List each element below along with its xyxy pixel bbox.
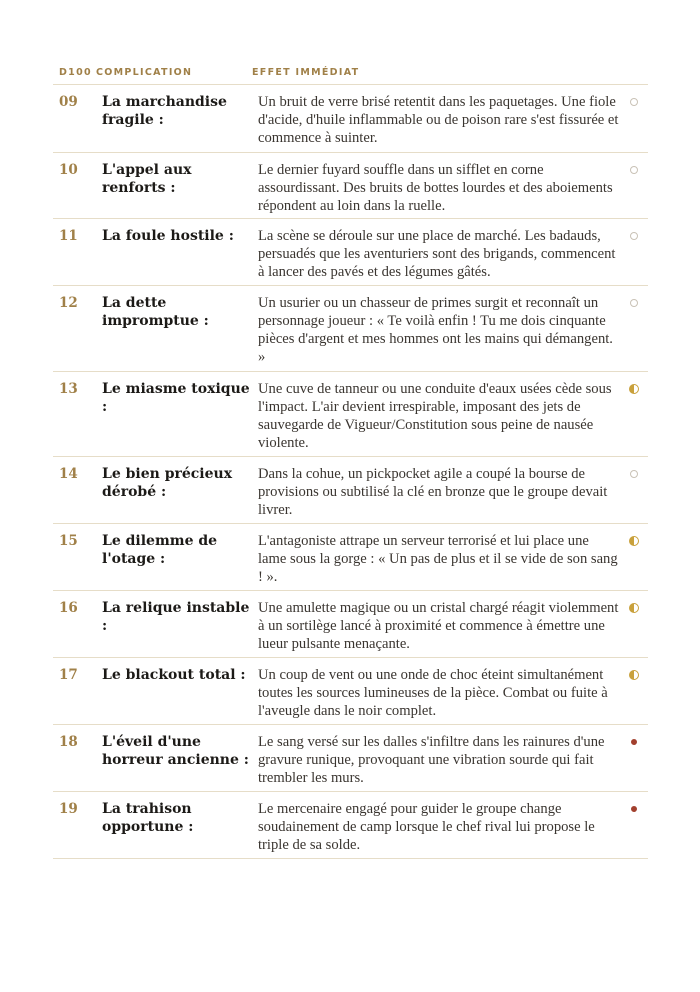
- row-complication: Le dilemme de l'otage :: [102, 533, 218, 567]
- row-effect: Une cuve de tanneur ou une conduite d'eaux usées cède sous l'impact. L'air devient irrespirable, imposant des jets de sauvegarde de Vigueur/Constitution sous peine de nausée violente.: [258, 381, 612, 451]
- row-complication: Le bien précieux dérobé :: [102, 466, 233, 500]
- table-row: [53, 725, 648, 792]
- row-number: 10: [59, 162, 78, 178]
- header-effet: EFFET IMMÉDIAT: [252, 66, 360, 78]
- table-row: [53, 792, 648, 859]
- half-circle-icon: [629, 670, 639, 680]
- row-number: 14: [59, 466, 78, 482]
- half-circle-icon: [629, 536, 639, 546]
- row-effect: Un coup de vent ou une onde de choc éteint simultanément toutes les sources lumineuses de la pièce. Combat ou fuite à l'aveugle dans le noir complet.: [258, 667, 608, 719]
- empty-circle-icon: [630, 232, 638, 240]
- row-complication: L'appel aux renforts :: [102, 162, 192, 196]
- row-complication: La marchandise fragile :: [102, 94, 227, 128]
- row-complication: La foule hostile :: [102, 228, 234, 244]
- complication-table: [53, 60, 648, 859]
- table-row: [53, 372, 648, 457]
- table-row: [53, 658, 648, 725]
- row-complication: La trahison opportune :: [102, 801, 194, 835]
- row-complication: Le blackout total :: [102, 667, 246, 683]
- header-complication: COMPLICATION: [96, 66, 193, 78]
- empty-circle-icon: [630, 98, 638, 106]
- row-number: 09: [59, 94, 78, 110]
- row-number: 13: [59, 381, 78, 397]
- row-number: 16: [59, 600, 78, 616]
- table-row: [53, 286, 648, 372]
- table-row: [53, 591, 648, 658]
- table-header: [53, 60, 648, 85]
- row-effect: L'antagoniste attrape un serveur terrorisé et lui place une lame sous la gorge : « Un pas de plus et il se vide de son sang ! ».: [258, 533, 618, 585]
- row-effect: La scène se déroule sur une place de marché. Les badauds, persuadés que les aventuriers sont des brigands, commencent à lancer des pavés et des légumes gâtés.: [258, 228, 616, 280]
- header-d100: D100: [59, 66, 92, 78]
- row-effect: Le sang versé sur les dalles s'infiltre dans les rainures d'une gravure runique, provoquant une vibration sourde qui fait trembler les murs.: [258, 734, 605, 786]
- row-complication: L'éveil d'une horreur ancienne :: [102, 734, 249, 768]
- row-number: 12: [59, 295, 78, 311]
- table-row: [53, 457, 648, 524]
- row-effect: Le dernier fuyard souffle dans un sifflet en corne assourdissant. Des bruits de bottes lourdes et des aboiements répondent au loin dans la ruelle.: [258, 162, 613, 214]
- row-effect: Un bruit de verre brisé retentit dans les paquetages. Une fiole d'acide, d'huile inflammable ou de poison rare s'est fissurée et commence à suinter.: [258, 94, 619, 146]
- row-number: 19: [59, 801, 78, 817]
- empty-circle-icon: [630, 166, 638, 174]
- full-dot-icon: [631, 739, 637, 745]
- row-complication: La dette impromptue :: [102, 295, 209, 329]
- table-row: [53, 524, 648, 591]
- row-effect: Dans la cohue, un pickpocket agile a coupé la bourse de provisions ou subtilisé la clé en bronze que le groupe devait livrer.: [258, 466, 608, 518]
- row-number: 11: [59, 228, 78, 244]
- row-number: 15: [59, 533, 78, 549]
- row-number: 18: [59, 734, 78, 750]
- table-row: [53, 153, 648, 219]
- row-complication: La relique instable :: [102, 600, 250, 634]
- row-effect: Une amulette magique ou un cristal chargé réagit violemment à un sortilège lancé à proximité et commence à émettre une lueur pulsante menaçante.: [258, 600, 619, 652]
- row-effect: Le mercenaire engagé pour guider le groupe change soudainement de camp lorsque le chef rival lui propose le triple de sa solde.: [258, 801, 595, 853]
- row-effect: Un usurier ou un chasseur de primes surgit et reconnaît un personnage joueur : « Te voilà enfin ! Tu me dois cinquante pièces d'argent et mes hommes ont les mains qui démangent. »: [258, 295, 613, 365]
- row-number: 17: [59, 667, 78, 683]
- row-complication: Le miasme toxique :: [102, 381, 250, 415]
- table-row: [53, 85, 648, 153]
- half-circle-icon: [629, 384, 639, 394]
- table-row: [53, 219, 648, 286]
- empty-circle-icon: [630, 470, 638, 478]
- half-circle-icon: [629, 603, 639, 613]
- full-dot-icon: [631, 806, 637, 812]
- empty-circle-icon: [630, 299, 638, 307]
